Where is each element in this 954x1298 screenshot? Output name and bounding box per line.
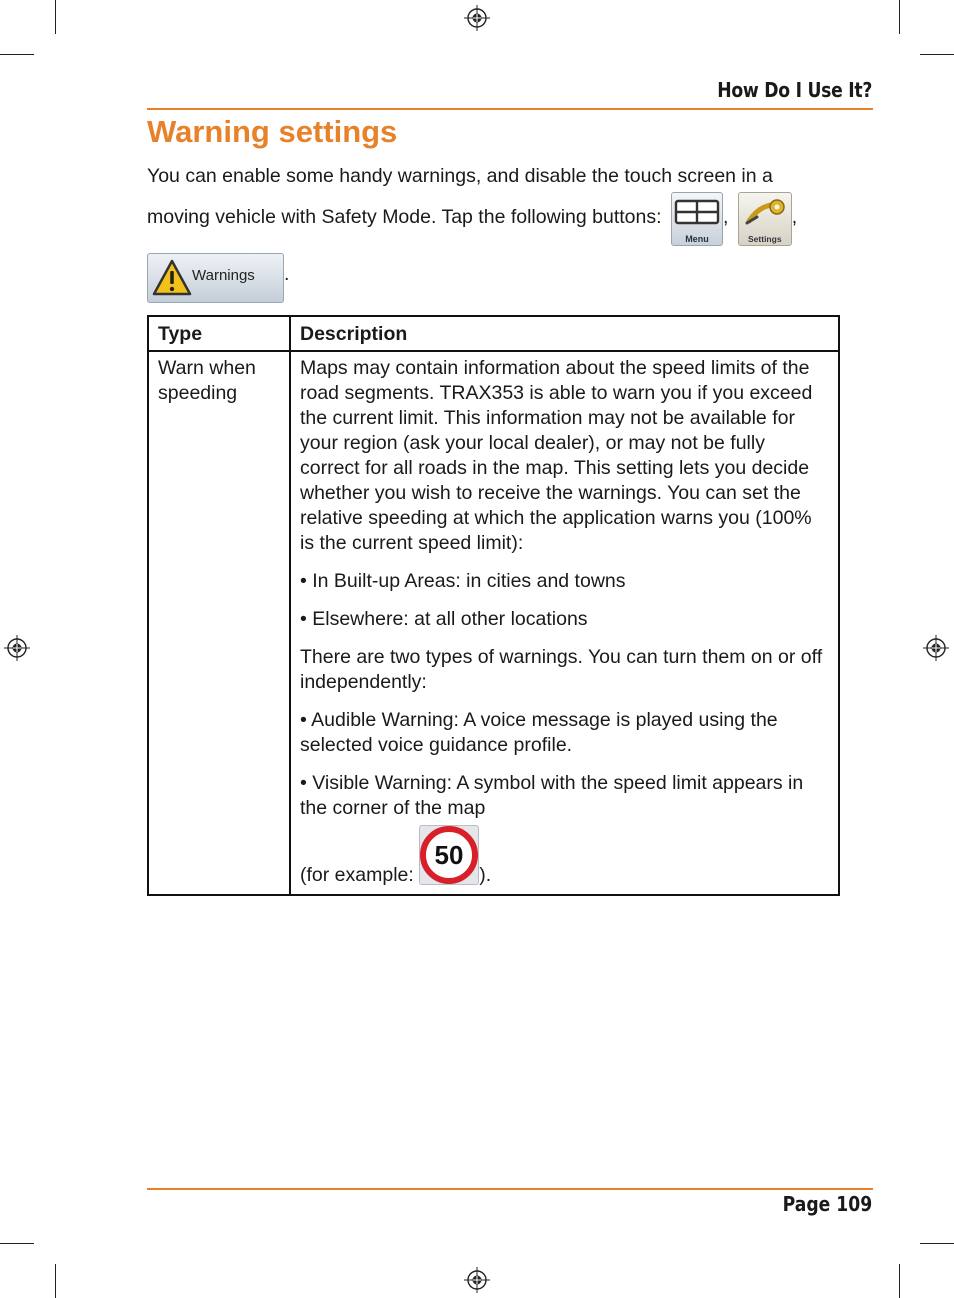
cell-type: Warn when speeding <box>148 351 290 895</box>
crop-mark <box>899 1264 900 1298</box>
description-bullet: • In Built-up Areas: in cities and towns <box>300 570 626 592</box>
description-paragraph: Maps may contain information about the speed limits of the road segments. TRAX353 is able to warn you if you exceed the current limit. This information may not be available for your region (ask your local dealer), or may not be fully correct for all roads in the map. This setting lets you decide whether you wish to receive the warnings. You can set the relative speeding at which the application warns you (100% is the current speed limit): <box>300 357 813 554</box>
crop-mark <box>920 1243 954 1244</box>
speed-limit-sign-icon <box>420 826 478 884</box>
settings-button-image <box>738 192 792 246</box>
running-header: How Do I Use It? <box>717 78 872 102</box>
settings-icon <box>739 195 791 235</box>
header-rule <box>147 108 873 110</box>
registration-mark-icon <box>4 635 30 661</box>
crop-mark <box>55 0 56 34</box>
warnings-button-label: Warnings <box>192 267 255 284</box>
description-bullet: • Visible Warning: A symbol with the speed limit appears in the corner of the map <box>300 772 804 819</box>
crop-mark <box>55 1264 56 1298</box>
settings-button-label: Settings <box>748 234 782 244</box>
description-bullet: • Elsewhere: at all other locations <box>300 608 588 630</box>
column-header-type: Type <box>148 316 290 351</box>
intro-line-1: You can enable some handy warnings, and disable the touch screen in a <box>147 165 773 187</box>
page-number: Page 109 <box>782 1192 872 1216</box>
crop-mark <box>899 0 900 34</box>
cell-description <box>290 351 839 895</box>
crop-mark <box>920 54 954 55</box>
registration-mark-icon <box>923 635 949 661</box>
warnings-button-image <box>147 253 284 303</box>
crop-mark <box>0 54 34 55</box>
example-line <box>300 825 829 888</box>
warning-triangle-icon <box>152 258 192 298</box>
menu-button-image <box>671 192 723 246</box>
intro-paragraph <box>147 163 837 303</box>
warning-settings-table <box>147 315 840 896</box>
section-title: Warning settings <box>147 114 398 149</box>
description-paragraph: There are two types of warnings. You can turn them on or off independently: <box>300 646 823 693</box>
example-suffix: ). <box>479 864 492 886</box>
menu-button-label: Menu <box>685 234 709 244</box>
table-header-row <box>148 316 839 351</box>
footer-rule <box>147 1188 873 1190</box>
speed-limit-value: 50 <box>434 840 464 870</box>
registration-mark-icon <box>464 1267 490 1293</box>
separator: , <box>791 206 798 228</box>
registration-mark-icon <box>464 5 490 31</box>
example-prefix: (for example: <box>300 864 414 886</box>
menu-icon <box>672 195 722 235</box>
column-header-description: Description <box>290 316 839 351</box>
separator: , <box>722 206 729 228</box>
description-bullet: • Audible Warning: A voice message is played using the selected voice guidance profile. <box>300 709 778 756</box>
speed-limit-example-image <box>419 825 479 885</box>
sentence-end: . <box>284 263 290 285</box>
table-row <box>148 351 839 895</box>
intro-line-2: moving vehicle with Safety Mode. Tap the following buttons: <box>147 206 662 228</box>
crop-mark <box>0 1243 34 1244</box>
